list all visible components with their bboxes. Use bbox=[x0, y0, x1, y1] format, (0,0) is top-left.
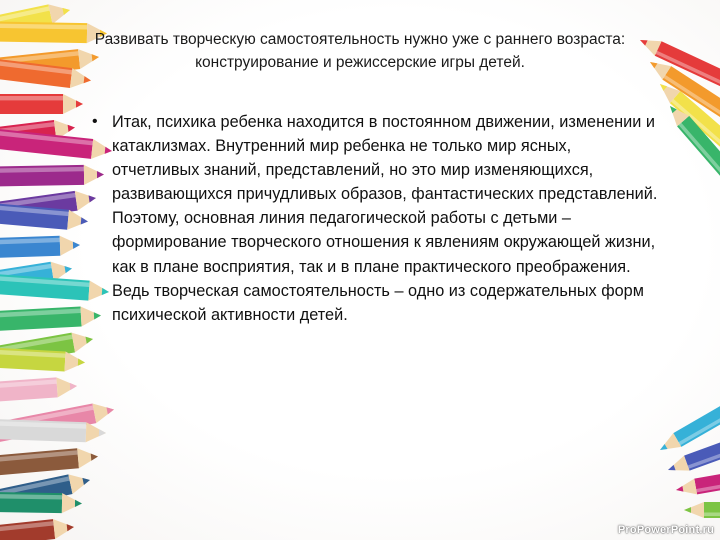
pencil-bottom-right bbox=[656, 373, 720, 457]
slide-title bbox=[40, 28, 680, 74]
pencil-bottom-right bbox=[684, 502, 720, 518]
pencil-left bbox=[0, 447, 99, 481]
pencil-bottom-right bbox=[665, 415, 720, 478]
title-line-2: конструирование и режиссерские игры детей. bbox=[195, 54, 525, 71]
bullet-marker: • bbox=[92, 113, 98, 130]
bullet-item bbox=[92, 110, 662, 327]
pencil-top-right bbox=[664, 101, 720, 217]
pencil-left bbox=[0, 376, 78, 407]
pencil-left bbox=[0, 517, 75, 540]
pencil-left bbox=[0, 306, 102, 334]
pencil-bottom-right bbox=[675, 458, 720, 498]
pencil-left bbox=[0, 235, 80, 261]
pencil-left bbox=[0, 165, 104, 188]
pencil-left bbox=[0, 94, 83, 114]
title-line-1: Развивать творческую самостоятельность нужно уже с раннего возраста: bbox=[94, 31, 626, 48]
pencil-top-right bbox=[655, 78, 720, 182]
watermark: ProPowerPoint.ru bbox=[617, 524, 714, 536]
bullet-text: Итак, психика ребенка находится в постоянном движении, изменении и катаклизмах. Внутренний мир ребенка не только мир ясных, отчетливых знаний, представлений, но это мир изменяющихся, развивающихся причудливых образов, фантастических представлений. Поэтому, основная линия педагогической работы с детьми – формирование творческого отношения к явлениям окружающей жизни, как в плане восприятия, так и в плане практического преображения. Ведь творческая самостоятельность – одно из содержательных форм психической активности детей. bbox=[112, 113, 658, 324]
slide-content bbox=[92, 110, 662, 327]
